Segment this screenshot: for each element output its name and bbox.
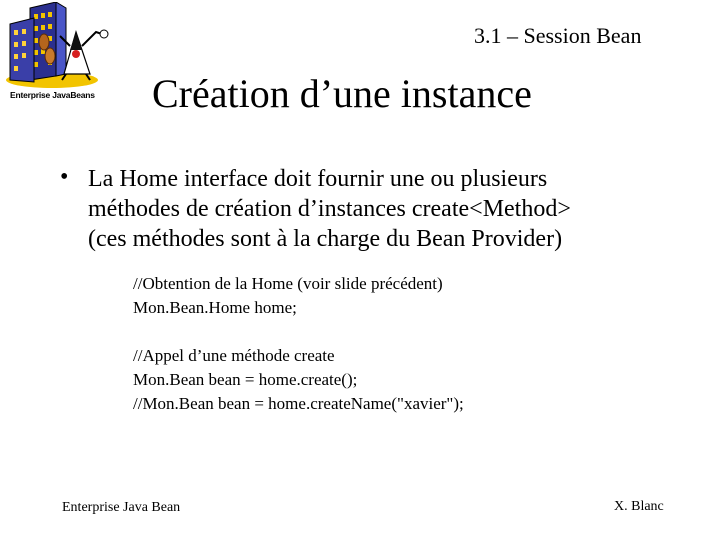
enterprise-javabeans-logo — [4, 2, 112, 106]
bullet-line: La Home interface doit fournir une ou plusieurs — [88, 166, 548, 192]
ejb-logo-graphic — [4, 2, 112, 92]
footer-right: X. Blanc — [614, 499, 664, 514]
bullet-dot: • — [60, 164, 69, 190]
code-line: //Obtention de la Home (voir slide précédent) — [133, 274, 443, 293]
bullet-line: méthodes de création d’instances create<Method> — [88, 196, 571, 222]
code-line: //Appel d’une méthode create — [133, 346, 335, 365]
section-label: 3.1 – Session Bean — [474, 23, 642, 48]
code-block-appel — [133, 344, 464, 416]
code-line: Mon.Bean.Home home; — [133, 298, 297, 317]
logo-caption: Enterprise JavaBeans — [10, 90, 95, 100]
code-line: Mon.Bean bean = home.create(); — [133, 370, 358, 389]
footer-left: Enterprise Java Bean — [62, 500, 181, 515]
code-line: //Mon.Bean bean = home.createName("xavier"); — [133, 394, 464, 413]
bullet-text — [88, 164, 688, 254]
slide-title: Création d’une instance — [152, 71, 532, 116]
bullet-line: (ces méthodes sont à la charge du Bean Provider) — [88, 226, 563, 252]
code-block-obtention — [133, 272, 443, 320]
